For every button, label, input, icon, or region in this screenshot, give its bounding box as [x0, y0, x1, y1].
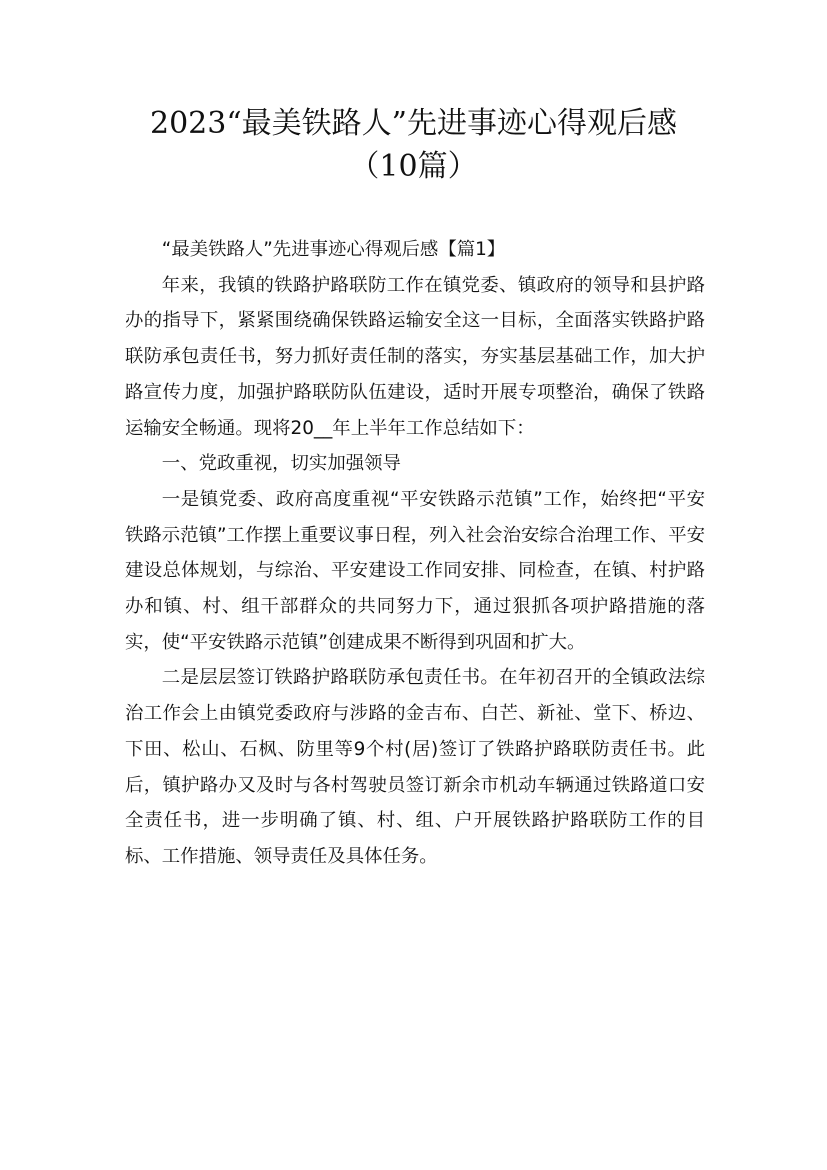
paragraph-point-1: 一是镇党委、政府高度重视“平安铁路示范镇”工作，始终把“平安铁路示范镇”工作摆上重要议事日程，列入社会治安综合治理工作、平安建设总体规划，与综治、平安建设工作同安排、同检查，在镇、村护路办和镇、村、组干部群众的共同努力下，通过狠抓各项护路措施的落实，使“平安铁路示范镇”创建成果不断得到巩固和扩大。: [125, 488, 705, 653]
article-heading: “最美铁路人”先进事迹心得观后感【篇1】: [161, 239, 506, 260]
document-title-line-2: （10篇）: [349, 149, 478, 184]
document-body: [125, 232, 705, 875]
paragraph-intro: 年来，我镇的铁路护路联防工作在镇党委、镇政府的领导和县护路办的指导下，紧紧围绕确保铁路运输安全这一目标，全面落实铁路护路联防承包责任书，努力抓好责任制的落实，夯实基层基础工作，加大护路宣传力度，加强护路联防队伍建设，适时开展专项整治，确保了铁路运输安全畅通。现将20__年上半年工作总结如下：: [125, 274, 705, 439]
document-title-line-1: 2023“最美铁路人”先进事迹心得观后感: [149, 106, 678, 141]
paragraph-point-2: 二是层层签订铁路护路联防承包责任书。在年初召开的全镇政法综治工作会上由镇党委政府与涉路的金吉布、白芒、新祉、堂下、桥边、下田、松山、石枫、防里等9个村(居)签订了铁路护路联防责任书。此后，镇护路办又及时与各村驾驶员签订新余市机动车辆通过铁路道口安全责任书，进一步明确了镇、村、组、户开展铁路护路联防工作的目标、工作措施、领导责任及具体任务。: [125, 667, 705, 867]
section-heading-1: 一、党政重视，切实加强领导: [161, 453, 401, 475]
